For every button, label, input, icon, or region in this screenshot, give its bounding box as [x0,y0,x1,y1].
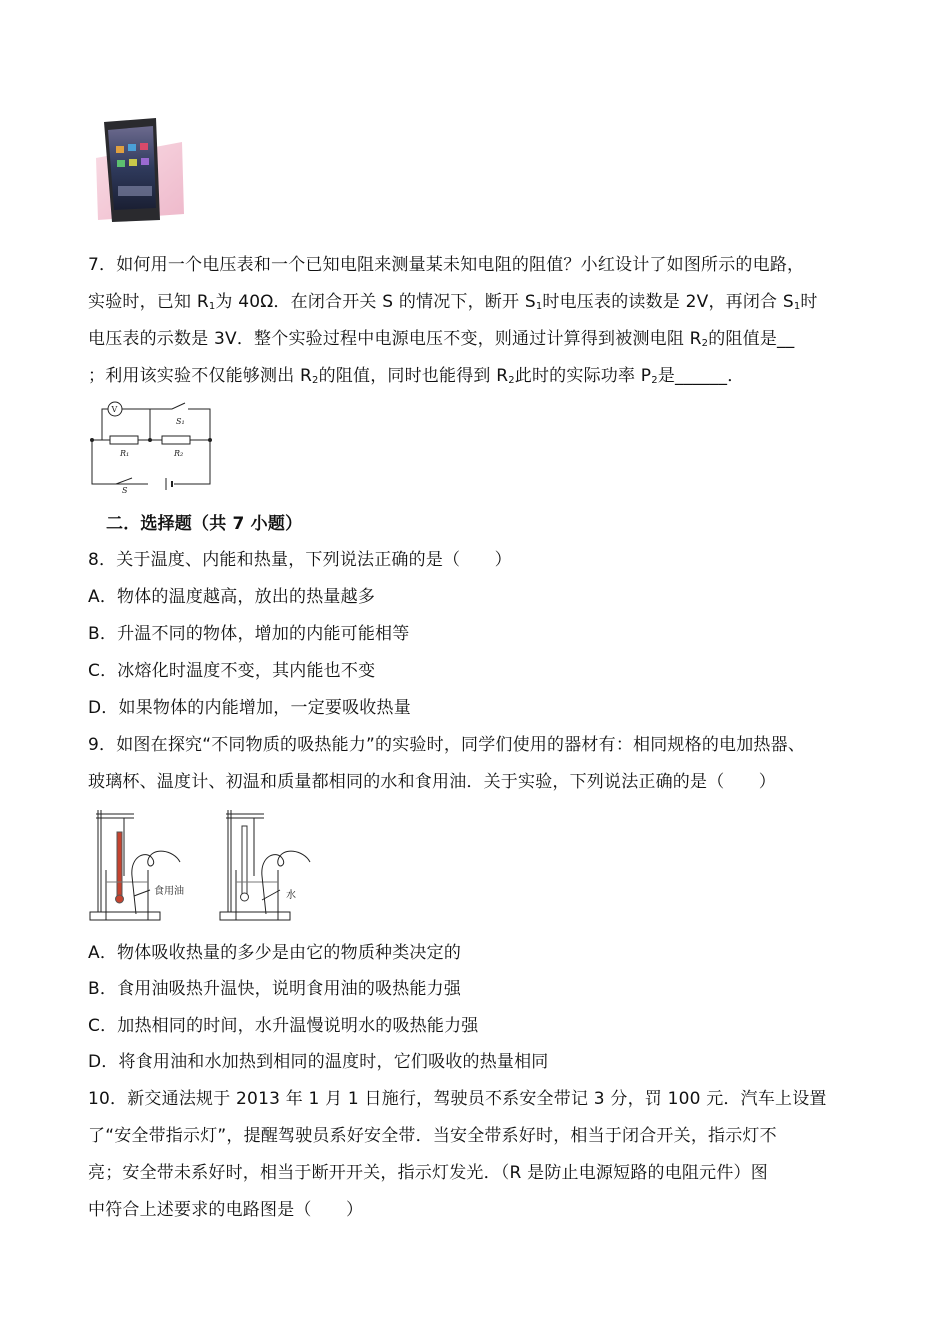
s-label: S [122,486,128,494]
q7-line-3: 电压表的示数是 3V．整个实验过程中电源电压不变，则通过计算得到被测电阻 $R_2$的阻值是__ [88,329,795,349]
r1-label: R₁ [120,449,130,458]
q10-stem-line-1: 10．新交通法规于 2013 年 1 月 1 日施行，驾驶员不系安全带记 3 分，罚 100 元．汽车上设置 [88,1089,827,1109]
voltmeter-label: V [111,405,118,414]
apparatus-oil [90,810,184,920]
q8-option-c: C．冰熔化时温度不变，其内能也不变 [88,661,376,681]
q10-stem-line-2: 了“安全带指示灯”，提醒驾驶员系好安全带．当安全带系好时，相当于闭合开关，指示灯不 [88,1126,777,1146]
q9-stem-line-2: 玻璃杯、温度计、初温和质量都相同的水和食用油．关于实验，下列说法正确的是（ ） [88,772,776,792]
q8-stem: 8．关于温度、内能和热量，下列说法正确的是（ ） [88,550,512,570]
q8-option-a: A．物体的温度越高，放出的热量越多 [88,587,376,607]
q9-stem-line-1: 9．如图在探究“不同物质的吸热能力”的实验时，同学们使用的器材有：相同规格的电加热器、 [88,735,806,755]
q9-option-b: B．食用油吸热升温快，说明食用油的吸热能力强 [88,979,462,999]
water-label: 水 [286,890,296,901]
q10-stem-line-3: 亮；安全带未系好时，相当于断开开关，指示灯发光．（R 是防止电源短路的电阻元件）图 [88,1163,768,1183]
apparatus-water [220,810,310,920]
q9-option-c: C．加热相同的时间，水升温慢说明水的吸热能力强 [88,1016,479,1036]
section-title-choice: 二．选择题（共 7 小题） [106,514,303,534]
q7-line-4: ；利用该实验不仅能够测出 $R_2$的阻值，同时也能得到 $R_2$此时的实际功率 $P_2$是______． [88,366,745,386]
q10-stem-line-4: 中符合上述要求的电路图是（ ） [88,1200,364,1220]
q8-option-d: D．如果物体的内能增加，一定要吸收热量 [88,698,411,718]
smartphone-image [86,116,190,224]
r2-label: R₂ [174,449,184,458]
q7-circuit-diagram [88,398,214,494]
q7-line-1: 7．如何用一个电压表和一个已知电阻来测量某未知电阻的阻值？小红设计了如图所示的电路， [88,255,805,275]
q9-apparatus-diagram [86,806,316,928]
q8-option-b: B．升温不同的物体，增加的内能可能相等 [88,624,410,644]
q9-option-d: D．将食用油和水加热到相同的温度时，它们吸收的热量相同 [88,1052,549,1072]
q7-line-2: 实验时，已知 $R_1$为 40Ω．在闭合开关 S 的情况下，断开 $S_1$时电压表的读数是 2V，再闭合 $S_1$时 [88,292,818,312]
s1-label: S₁ [176,417,185,426]
q9-option-a: A．物体吸收热量的多少是由它的物质种类决定的 [88,943,462,963]
oil-label: 食用油 [154,886,184,897]
